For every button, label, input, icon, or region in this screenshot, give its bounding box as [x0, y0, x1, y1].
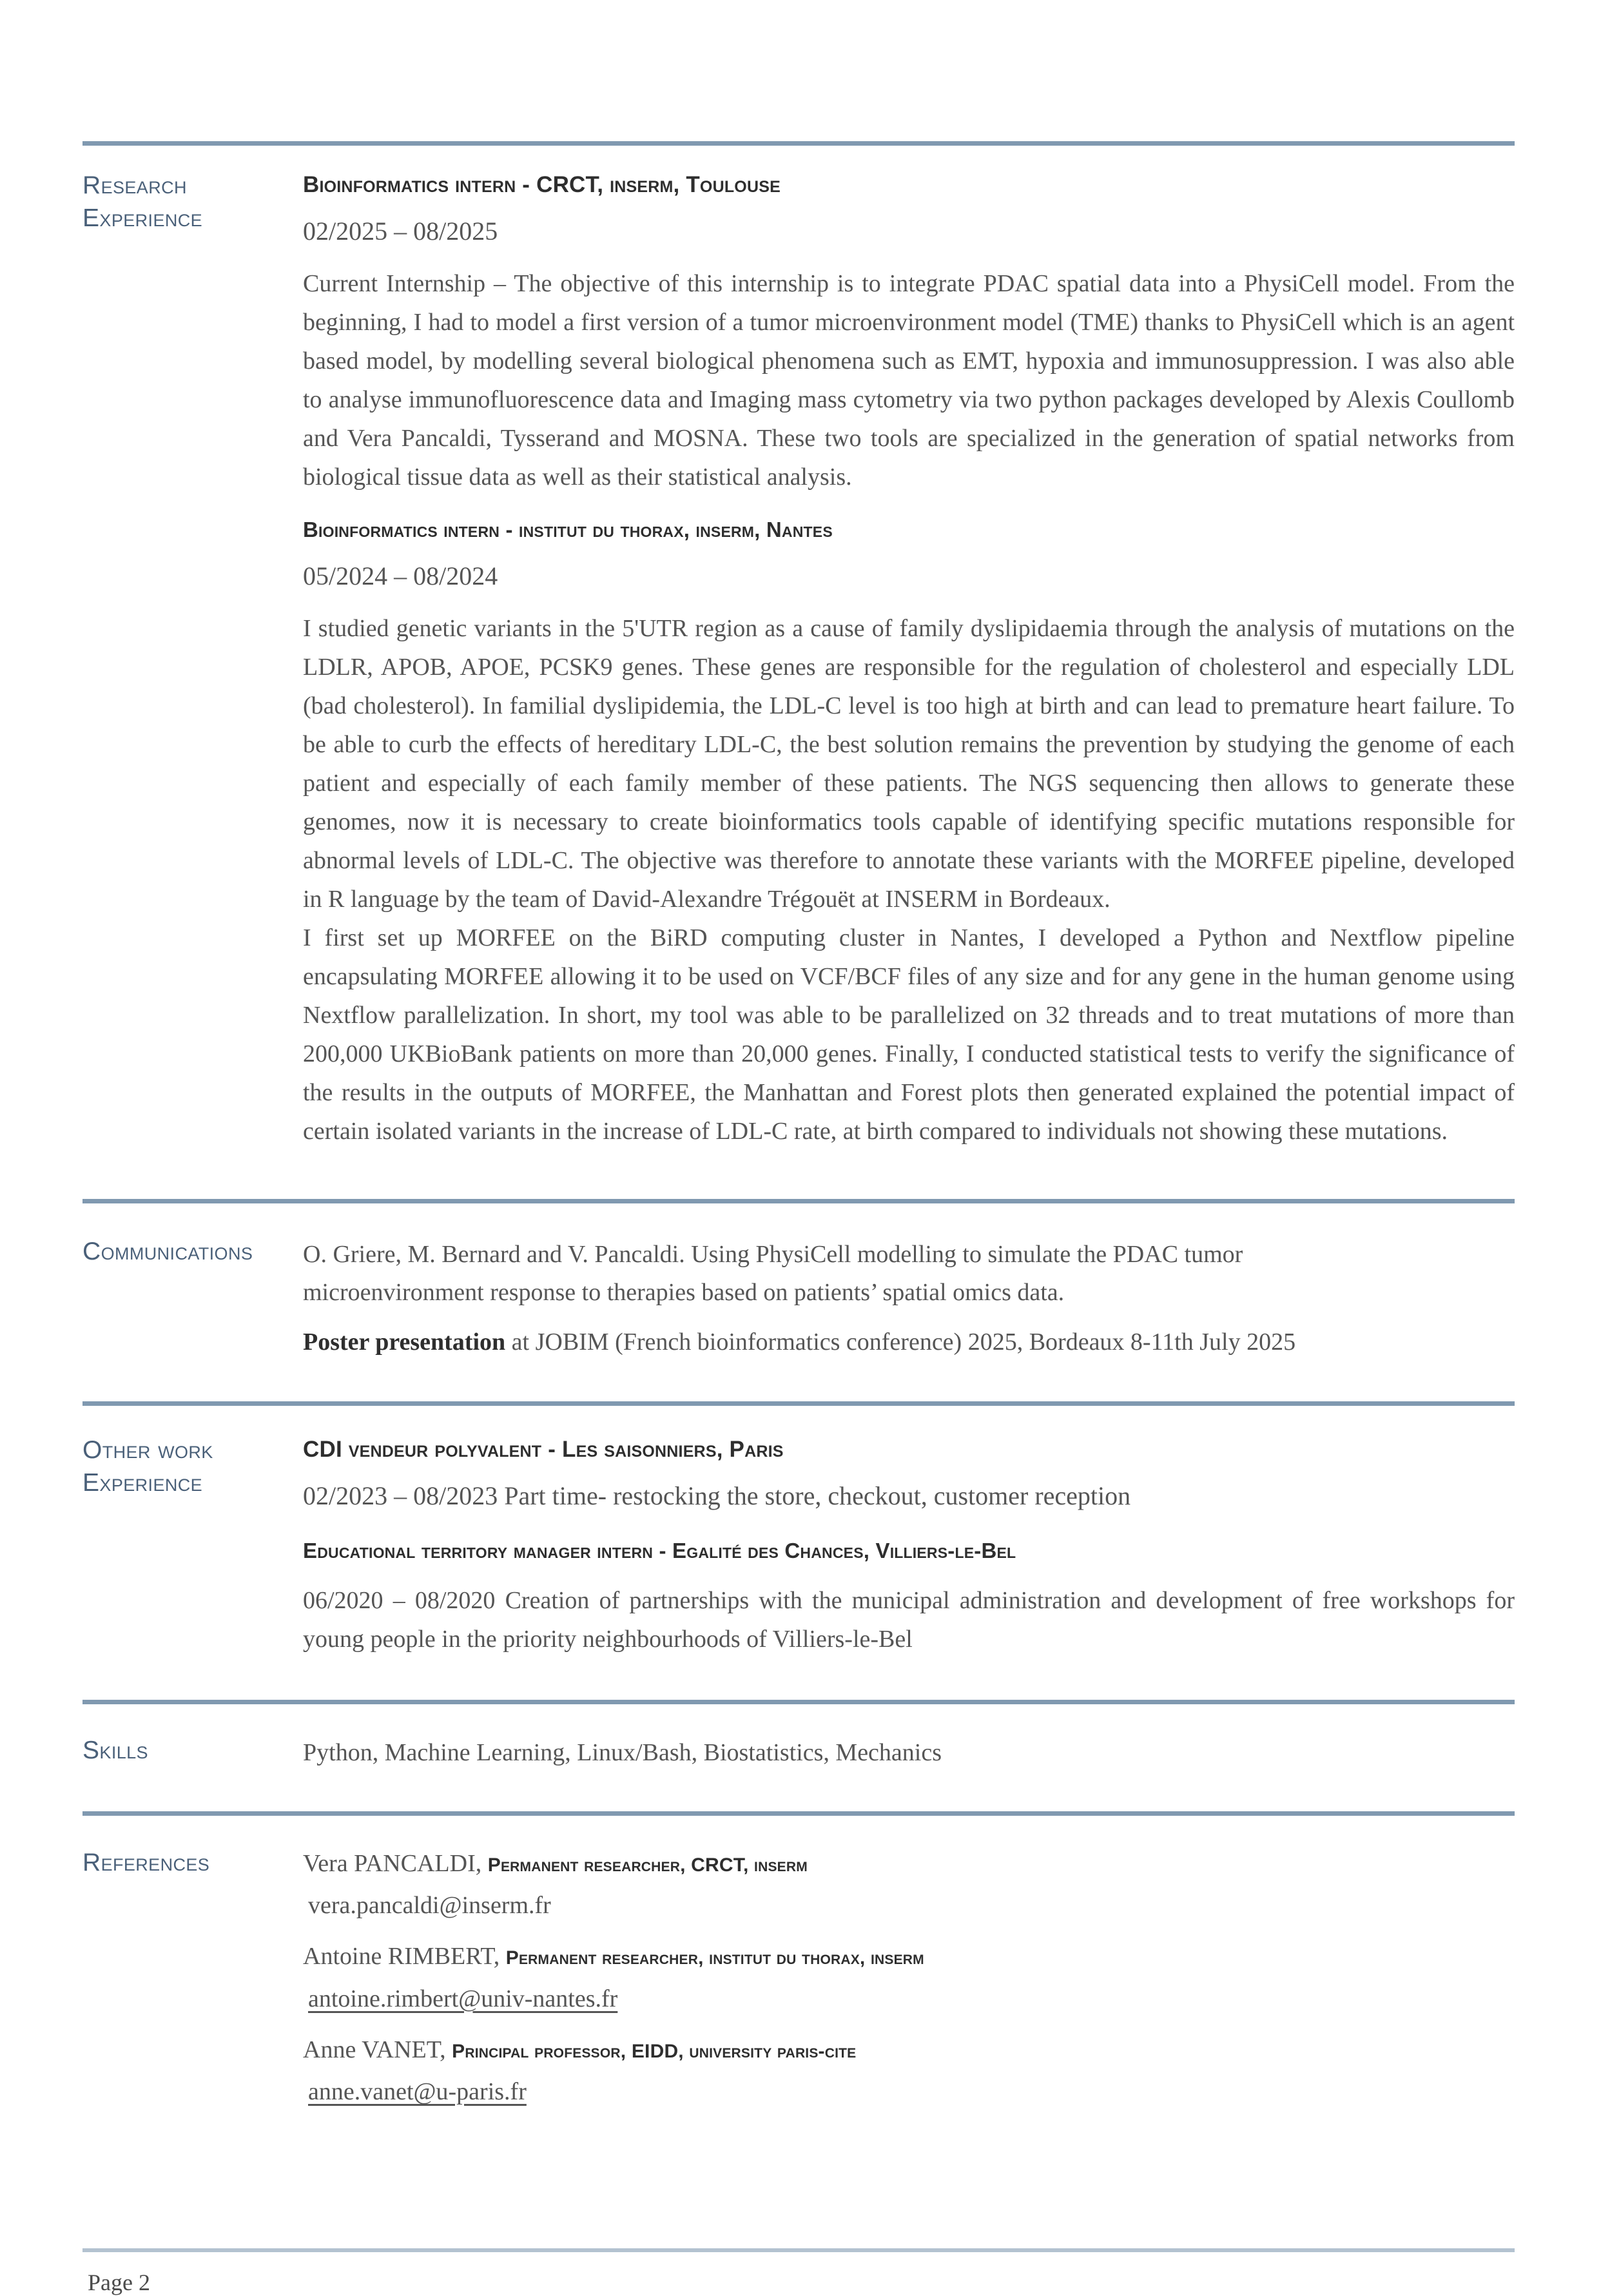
skills-value: Python, Machine Learning, Linux/Bash, Biostatistics, Mechanics	[303, 1738, 942, 1766]
presentation-type-label: Poster presentation	[303, 1328, 506, 1356]
reference-email: vera.pancaldi@inserm.fr	[308, 1892, 551, 1920]
presentation-venue-details: at JOBIM (French bioinformatics conference) 2025, Bordeaux 8-11th July 2025	[505, 1328, 1296, 1356]
reference-name-line	[303, 2033, 1515, 2067]
reference-name-line	[303, 1940, 1515, 1974]
page-number: Page 2	[88, 2270, 150, 2296]
reference-item	[303, 1940, 1515, 2016]
section-other-work-experience	[82, 1434, 1515, 1659]
research-label-line-2: Experience	[82, 204, 203, 232]
reference-person-title: Principal professor, EIDD, university paris-cite	[452, 2040, 857, 2062]
section-skills	[82, 1735, 1515, 1771]
footer-divider	[82, 2248, 1515, 2252]
reference-email-link[interactable]: antoine.rimbert@univ-nantes.fr	[308, 1985, 618, 2012]
section-divider-other-work	[82, 1401, 1515, 1406]
skills-body-column	[303, 1735, 1515, 1771]
references-label: References	[82, 1848, 210, 1876]
skills-label-column	[82, 1735, 303, 1767]
section-research-experience	[82, 170, 1515, 1151]
reference-person-name: Vera PANCALDI,	[303, 1849, 488, 1877]
research-label-column	[82, 170, 303, 235]
job-description-continued: I first set up MORFEE on the BiRD computing cluster in Nantes, I developed a Python and Nextflow pipeline encapsulating MORFEE allowing it to be used on VCF/BCF files of any size and for any gene in the human genome using Nextflow parallelization. In short, my tool was able to be parallelized on 32 threads and to treat mutations of more than 200,000 UKBioBank patients on more than 20,000 genes. Finally, I conducted statistical tests to verify the significance of the results in the outputs of MORFEE, the Manhattan and Forest plots then generated explained the potential impact of certain isolated variants in the increase of LDL-C rate, at birth compared to individuals not showing these mutations.	[303, 924, 1515, 1145]
job-dates: 05/2024 – 08/2024	[303, 561, 498, 590]
communication-citation-line-2: microenvironment response to therapies based on patients’ spatial omics data.	[303, 1279, 1065, 1307]
reference-person-title: Permanent researcher, institut du thorax, inserm	[505, 1947, 924, 1969]
reference-email-link[interactable]: anne.vanet@u-paris.fr	[308, 2077, 527, 2105]
section-divider-references	[82, 1811, 1515, 1816]
communications-body-column	[303, 1236, 1515, 1361]
reference-person-name: Antoine RIMBERT,	[303, 1943, 506, 1970]
job-description: I studied genetic variants in the 5'UTR region as a cause of family dyslipidaemia through the analysis of mutations on the LDLR, APOB, APOE, PCSK9 genes. These genes are responsible for the regulation of cholesterol and especially LDL (bad cholesterol). In familial dyslipidemia, the LDL-C level is too high at birth and can lead to premature heart failure. To be able to curb the effects of hereditary LDL-C, the best solution remains the prevention by studying the genome of each patient and especially of each family member of these patients. The NGS sequencing then allows to generate these genomes, now it is necessary to create bioinformatics tools capable of identifying specific mutations responsible for abnormal levels of LDL-C. The objective was therefore to annotate these variants with the MORFEE pipeline, developed in R language by the team of David-Alexandre Trégouët at INSERM in Bordeaux.	[303, 614, 1515, 913]
section-divider-top	[82, 141, 1515, 146]
communications-label: Communications	[82, 1238, 253, 1266]
reference-person-title: Permanent researcher, CRCT, inserm	[487, 1854, 808, 1876]
other-work-label-column	[82, 1434, 303, 1499]
job-detail: 02/2023 – 08/2023 Part time- restocking the store, checkout, customer reception	[303, 1481, 1131, 1511]
job-heading: Bioinformatics intern - institut du thorax, inserm, Nantes	[303, 518, 833, 542]
job-detail: 06/2020 – 08/2020 Creation of partnerships with the municipal administration and development of free workshops for young people in the priority neighbourhoods of Villiers-le-Bel	[303, 1586, 1515, 1653]
references-body-column	[303, 1847, 1515, 2126]
section-communications	[82, 1236, 1515, 1361]
research-entry	[303, 516, 1515, 1151]
other-work-label-line-1: Other work	[82, 1436, 213, 1464]
research-body-column	[303, 170, 1515, 1151]
section-references	[82, 1847, 1515, 2126]
reference-item	[303, 2033, 1515, 2109]
section-divider-skills	[82, 1700, 1515, 1704]
other-work-label-line-2: Experience	[82, 1468, 203, 1497]
job-dates: 02/2025 – 08/2025	[303, 217, 498, 246]
communication-citation-line-1: O. Griere, M. Bernard and V. Pancaldi. Using PhysiCell modelling to simulate the PDAC tumor	[303, 1241, 1243, 1269]
communications-label-column	[82, 1236, 303, 1269]
other-work-body-column	[303, 1434, 1515, 1659]
research-entry	[303, 170, 1515, 496]
communication-presentation	[303, 1323, 1515, 1361]
references-label-column	[82, 1847, 303, 1880]
job-heading: CDI vendeur polyvalent - Les saisonniers, Paris	[303, 1437, 784, 1463]
skills-label: Skills	[82, 1736, 148, 1764]
reference-name-line	[303, 1847, 1515, 1881]
job-heading: Bioinformatics intern - CRCT, inserm, Toulouse	[303, 172, 781, 197]
reference-person-name: Anne VANET,	[303, 2036, 452, 2063]
research-label-line-1: Research	[82, 171, 187, 199]
content-frame	[82, 0, 1515, 2296]
section-divider-communications	[82, 1199, 1515, 1203]
job-heading: Educational territory manager intern - Egalité des Chances, Villiers-le-Bel	[303, 1539, 1016, 1563]
other-work-entry	[303, 1434, 1515, 1513]
reference-item	[303, 1847, 1515, 1923]
other-work-entry	[303, 1537, 1515, 1659]
job-description: Current Internship – The objective of this internship is to integrate PDAC spatial data into a PhysiCell model. From the beginning, I had to model a first version of a tumor microenvironment model (TME) thanks to PhysiCell which is an agent based model, by modelling several biological phenomena such as EMT, hypoxia and immunosuppression. I was also able to analyse immunofluorescence data and Imaging mass cytometry via two python packages developed by Alexis Coullomb and Vera Pancaldi, Tysserand and MOSNA. These two tools are specialized in the generation of spatial networks from biological tissue data as well as their statistical analysis.	[303, 270, 1515, 491]
